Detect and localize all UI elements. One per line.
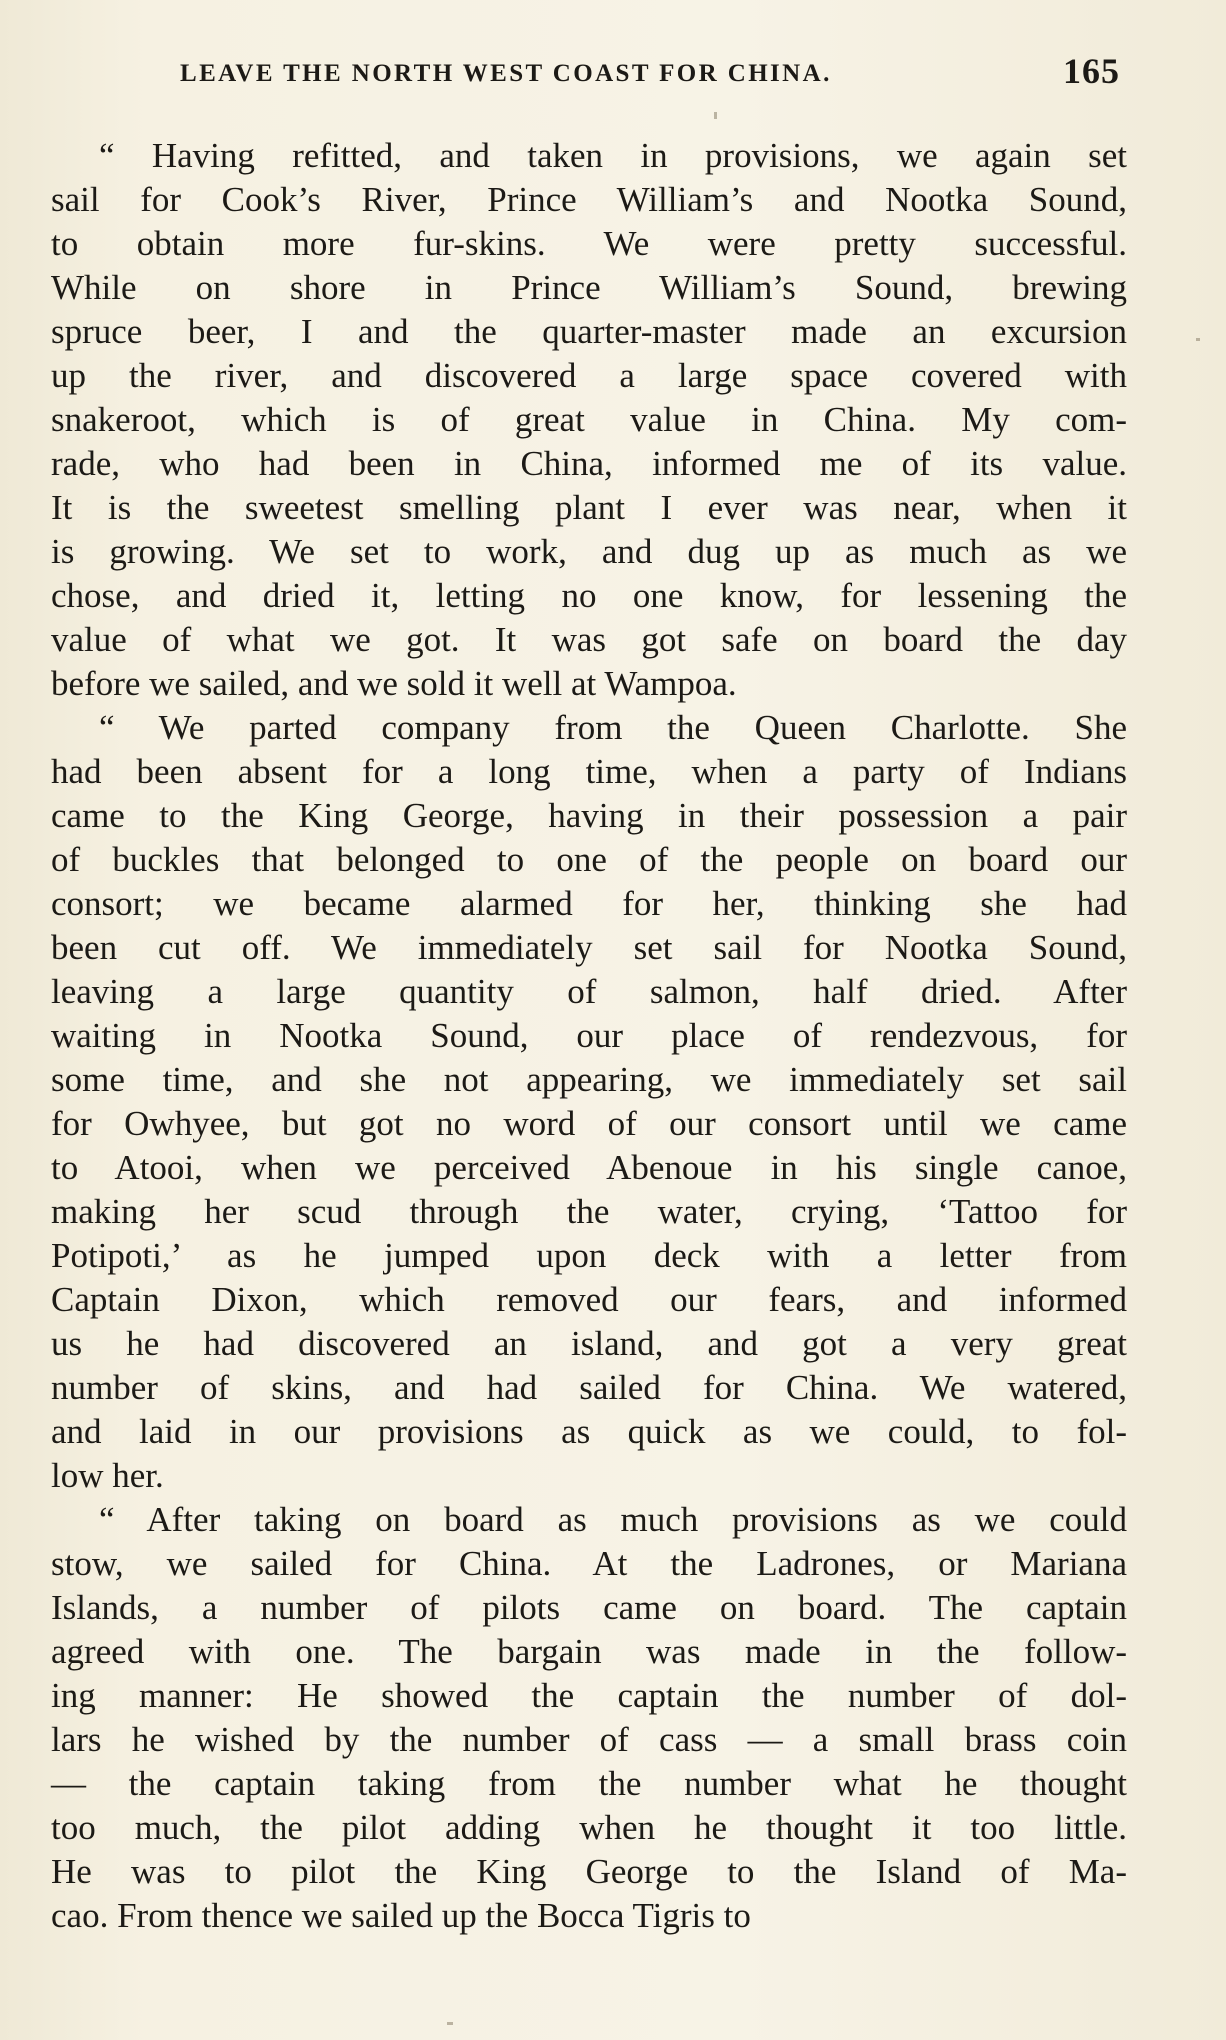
text-line: While on shore in Prince William’s Sound, brewing [51,268,1127,307]
text-line: Potipoti,’ as he jumped upon deck with a letter from [51,1236,1127,1275]
text-line: of buckles that belonged to one of the people on board our [51,840,1127,879]
text-line: “ Having refitted, and taken in provisions, we again set [99,136,1127,175]
print-speck [714,112,717,119]
text-line: and laid in our provisions as quick as we could, to fol- [51,1412,1127,1451]
print-speck [1196,338,1200,341]
page-number: 165 [1063,51,1120,91]
text-line: snakeroot, which is of great value in China. My com- [51,400,1127,439]
paragraph [51,1498,1127,1938]
text-line: number of skins, and had sailed for China. We watered, [51,1368,1127,1407]
text-line: He was to pilot the King George to the Island of Ma- [51,1852,1127,1891]
text-line: came to the King George, having in their possession a pair [51,796,1127,835]
text-line: “ After taking on board as much provisions as we could [99,1500,1127,1539]
text-line: us he had discovered an island, and got a very great [51,1324,1127,1363]
text-line: before we sailed, and we sold it well at Wampoa. [51,664,737,703]
text-line: It is the sweetest smelling plant I ever was near, when it [51,488,1127,527]
text-line: rade, who had been in China, informed me of its value. [51,444,1127,483]
text-line: — the captain taking from the number what he thought [51,1764,1127,1803]
text-line: low her. [51,1456,164,1495]
text-line: consort; we became alarmed for her, thinking she had [51,884,1127,923]
text-line: stow, we sailed for China. At the Ladrones, or Mariana [51,1544,1127,1583]
text-line: “ We parted company from the Queen Charlotte. She [99,708,1127,747]
text-line: cao. From thence we sailed up the Bocca Tigris to [51,1896,751,1935]
print-speck [447,2022,453,2025]
running-title: LEAVE THE NORTH WEST COAST FOR CHINA. [180,60,832,87]
text-line: value of what we got. It was got safe on board the day [51,620,1127,659]
text-line: chose, and dried it, letting no one know, for lessening the [51,576,1127,615]
text-line: had been absent for a long time, when a party of Indians [51,752,1127,791]
text-line: spruce beer, I and the quarter-master made an excursion [51,312,1127,351]
text-line: some time, and she not appearing, we immediately set sail [51,1060,1127,1099]
text-line: lars he wished by the number of cass — a small brass coin [51,1720,1127,1759]
text-line: sail for Cook’s River, Prince William’s and Nootka Sound, [51,180,1127,219]
text-line: too much, the pilot adding when he thought it too little. [51,1808,1127,1847]
text-line: up the river, and discovered a large space covered with [51,356,1127,395]
text-line: been cut off. We immediately set sail for Nootka Sound, [51,928,1127,967]
text-line: agreed with one. The bargain was made in the follow- [51,1632,1127,1671]
page-header [180,50,1120,100]
text-line: ing manner: He showed the captain the number of dol- [51,1676,1127,1715]
text-line: leaving a large quantity of salmon, half dried. After [51,972,1127,1011]
body-text [51,134,1127,1938]
text-line: Captain Dixon, which removed our fears, and informed [51,1280,1127,1319]
text-line: waiting in Nootka Sound, our place of rendezvous, for [51,1016,1127,1055]
text-line: is growing. We set to work, and dug up as much as we [51,532,1127,571]
text-line: to Atooi, when we perceived Abenoue in his single canoe, [51,1148,1127,1187]
text-line: making her scud through the water, crying, ‘Tattoo for [51,1192,1127,1231]
paragraph [51,134,1127,706]
text-line: for Owhyee, but got no word of our consort until we came [51,1104,1127,1143]
paragraph [51,706,1127,1498]
text-line: to obtain more fur-skins. We were pretty successful. [51,224,1127,263]
text-line: Islands, a number of pilots came on board. The captain [51,1588,1127,1627]
